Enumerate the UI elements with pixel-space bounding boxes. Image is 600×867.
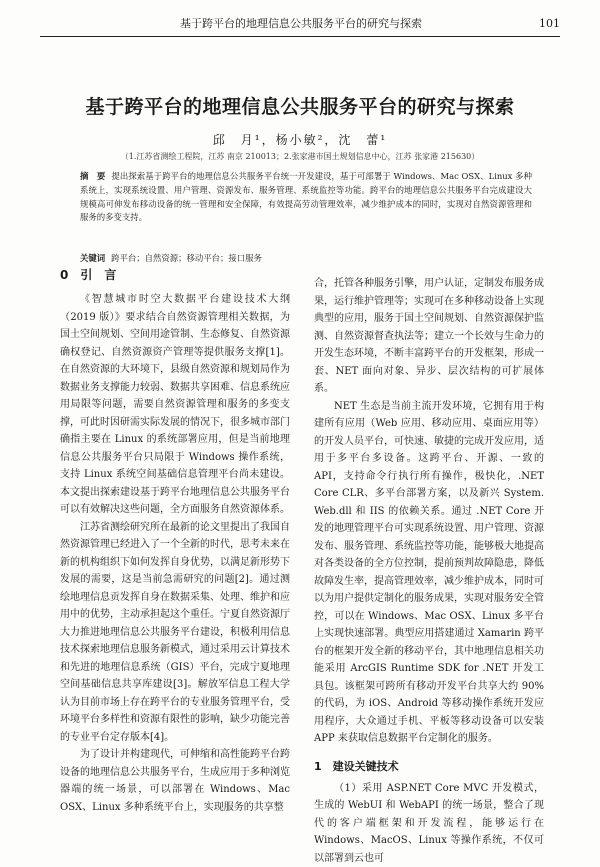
section-heading-key-tech: 1 建设关键技术	[314, 756, 544, 778]
body-paragraph: 江苏省测绘研究所在最新的论文里提出了我国自然资源管理已经进入了一个全新的时代，思考未来在新的机构组织下如何发挥自身优势，以满足新形势下发展的需要，这是当前急需研究的问题[2]。通过测绘地理信息贡发挥自身在数据采集、处理、维护和应用中的优势，主动承担起这个重任。宁夏自然资源厅大力推进地理信息公共服务平台建设，积极利用信息技术探索地理信息服务新模式，通过采用云计算技术和先进的地理信息系统（GIS）平台，完成宁夏地理空间基础信息共享库建设[3]。解放军信息工程大学认为目前市场上存在跨平台的专业服务管理平台，受环境平台多样性和资源有限性的影响，缺少功能完善的专业平台定存版本[4]。	[60, 519, 290, 747]
body-paragraph: 为了设计并构建现代，可伸缩和高性能跨平台跨设备的地理信息公共服务平台，生成应用于多种浏览器端的统一场景，可以部署在 Windows、Mac OSX、Linux 多种系统平台上，实现服务的共享整	[60, 746, 290, 816]
body-paragraph: 合，托管各种服务引擎，用户认证，定制发布服务成果，运行维护管理等；实现可在多种移动设备上实现典型的应用，服务于国土空间规划、自然资源保护监测、自然资源督查执法等；建立一个长效与生命力的开发生态环境，不断丰富跨平台的开发框架，形成一套、NET 面向对象、异步、层次结构的可扩展体系。	[314, 275, 544, 398]
body-paragraph: （1）采用 ASP.NET Core MVC 开发模式，生成的 WebUI 和 WebAPI 的统一场景，整合了现代的客户端框架和开发流程，能够运行在 Windows、MacOS、Linux 等操作系统，不仅可以部署到云也可	[314, 780, 544, 867]
section-heading-intro: 0 引 言	[60, 264, 290, 286]
paper-authors: 邱 月¹，杨小敏²，沈 蕾¹	[0, 131, 600, 148]
abstract-label: 摘 要	[80, 171, 105, 181]
keywords-text: 跨平台；自然资源；移动平台；接口服务	[111, 253, 262, 263]
body-paragraph: 《智慧城市时空大数据平台建设技术大纲（2019 版）》要求结合自然资源管理相关数据，为国土空间规划、空间用途管制、生态修复、自然资源确权登记、自然资源资产管理等提供服务支撑[1]。在自然资源的大环境下，县级自然资源和规划局作为数据业务支撑能力较弱、数据共享困难、信息系统应用局限等问题，需要自然资源管理和服务的多变支撑，可此时因研需实际发展的情况下，很多城市部门确指主要在 Linux 的系统部署应用，但是当前地理信息公共服务平台只局限于 Windows 操作系统，支持 Linux 系统空间基础信息管理平台尚未建设。本文提出探索建设基于跨平台地理信息公共服务平台可以有效解决这些问题，全方面服务自然资源体系。	[60, 291, 290, 519]
page-number: 101	[539, 14, 560, 34]
left-column	[60, 262, 290, 816]
body-paragraph: NET 生态是当前主流开发环境，它拥有用于构建所有应用（Web 应用、移动应用、桌面应用等）的开发人员平台，可快速、敏捷的完成开发应用，适用于多平台多设备。这跨平台、开源、一致的 API，支持命令行执行所有操作，极快化，.NET Core CLR、多平台部署方案，以及新兴 System. Web.dll 和 IIS 的依赖关系。通过 .NET Core 开发的地理管理平台可实现系统设置、用户管理、资源发布、服务管理、系统监控等功能，能够极大地提高对各类设备的全方位控制，提前预判故障隐患，降低故障发生率，提高管理效率，减少维护成本，同时可以为用户提供定制化的服务成果，实现对服务安全管控，可以在 Windows、Mac OSX、Linux 多平台上实现快速部署。典型应用搭建通过 Xamarin 跨平台的框架开发全新的移动平台，其中地理信息相关功能采用 ArcGIS Runtime SDK for .NET 开发工具包。该框架可跨所有移动开发平台共享大约 90% 的代码，为 iOS、Android 等移动操作系统开发应用程序，大众通过手机、平板等移动设备可以安装 APP 来获取信息数据平台定制化的服务。	[314, 398, 544, 748]
abstract-block	[80, 170, 532, 225]
right-column	[314, 275, 544, 867]
paper-affiliation: （1.江苏省测绘工程院，江苏 南京 210013；2.张家港市国土规划信息中心，江苏 张家港 215630）	[0, 151, 600, 162]
abstract-text: 提出探索基于跨平台的地理信息公共服务平台统一开发建设，基于可部署于 Windows、Mac OSX、Linux 多种系统上，实现系统设置、用户管理、资源发布、服务管理、系统监控等功能。跨平台的地理信息公共服务平台完成建设大规模高可伸发布移动设备的统一管理和安全保障，有效提高劳动管理效率，减少维护成本的同时，实现对自然资源管理和服务的多变支持。	[80, 171, 532, 222]
running-header	[40, 14, 560, 37]
paper-title: 基于跨平台的地理信息公共服务平台的研究与探索	[0, 92, 600, 119]
running-title: 基于跨平台的地理信息公共服务平台的研究与探索	[180, 14, 422, 34]
keywords-label: 关键词	[80, 253, 105, 263]
